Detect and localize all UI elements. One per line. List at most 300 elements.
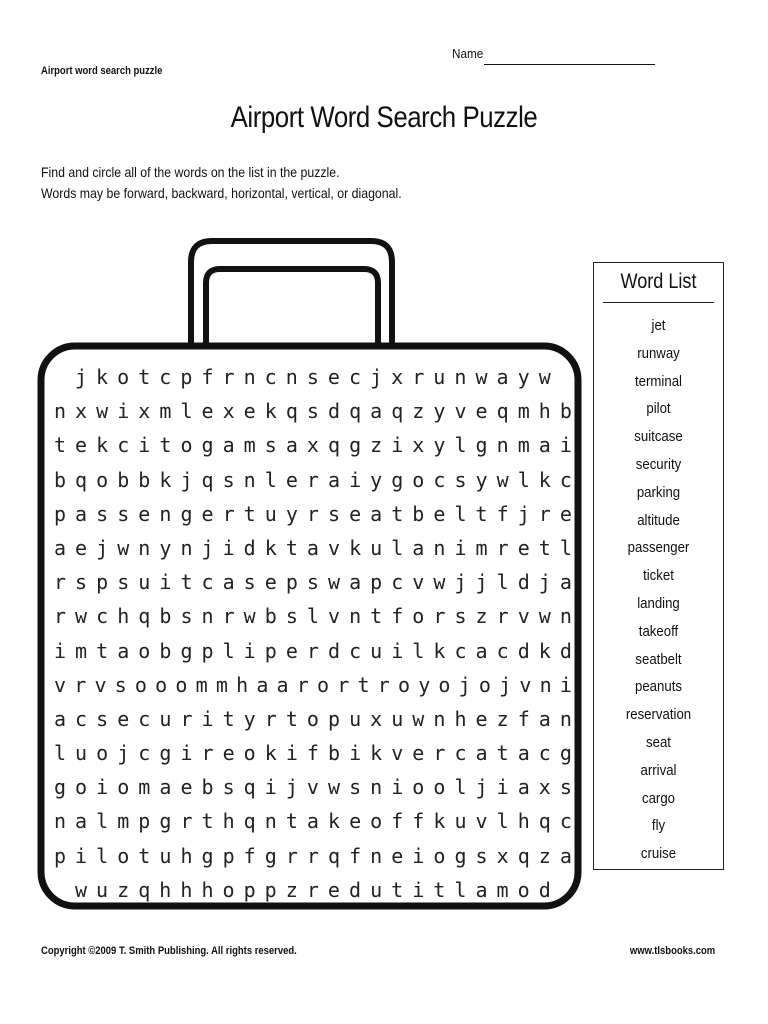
puzzle-letter[interactable]: p: [285, 570, 298, 595]
puzzle-letter[interactable]: r: [433, 604, 446, 629]
puzzle-letter[interactable]: b: [559, 399, 572, 424]
puzzle-letter[interactable]: m: [496, 877, 509, 902]
puzzle-letter[interactable]: a: [370, 501, 383, 526]
puzzle-letter[interactable]: f: [243, 843, 256, 868]
puzzle-letter[interactable]: e: [475, 399, 488, 424]
puzzle-letter[interactable]: t: [201, 809, 214, 834]
puzzle-letter[interactable]: f: [349, 843, 362, 868]
puzzle-letter[interactable]: j: [74, 365, 88, 389]
puzzle-letter[interactable]: s: [117, 570, 130, 595]
puzzle-letter[interactable]: l: [391, 535, 404, 560]
puzzle-letter[interactable]: a: [475, 877, 488, 902]
puzzle-letter[interactable]: e: [327, 877, 340, 902]
puzzle-letter[interactable]: f: [412, 809, 425, 834]
puzzle-letter[interactable]: r: [306, 877, 319, 902]
puzzle-letter[interactable]: o: [180, 433, 193, 458]
puzzle-letter[interactable]: g: [264, 843, 277, 868]
puzzle-letter[interactable]: a: [285, 433, 298, 458]
puzzle-letter[interactable]: s: [285, 604, 298, 629]
puzzle-letter[interactable]: s: [327, 501, 341, 526]
puzzle-letter[interactable]: c: [348, 365, 362, 389]
puzzle-letter[interactable]: e: [117, 706, 130, 731]
puzzle-letter[interactable]: t: [285, 706, 298, 731]
puzzle-letter[interactable]: u: [159, 706, 172, 731]
puzzle-letter[interactable]: o: [222, 877, 235, 902]
puzzle-letter[interactable]: n: [53, 399, 67, 424]
puzzle-letter[interactable]: a: [53, 706, 67, 731]
puzzle-letter[interactable]: a: [475, 638, 488, 663]
puzzle-letter[interactable]: y: [159, 535, 172, 560]
puzzle-letter[interactable]: f: [391, 604, 404, 629]
puzzle-letter[interactable]: t: [159, 433, 172, 458]
puzzle-letter[interactable]: x: [496, 843, 509, 868]
puzzle-letter[interactable]: o: [478, 672, 491, 697]
puzzle-letter[interactable]: p: [370, 570, 383, 595]
puzzle-letter[interactable]: h: [180, 843, 193, 868]
puzzle-letter[interactable]: e: [75, 535, 88, 560]
puzzle-letter[interactable]: z: [412, 399, 425, 424]
puzzle-letter[interactable]: e: [222, 741, 235, 766]
puzzle-letter[interactable]: h: [236, 672, 249, 697]
puzzle-letter[interactable]: w: [327, 775, 341, 800]
puzzle-letter[interactable]: d: [327, 399, 341, 424]
puzzle-letter[interactable]: b: [159, 638, 172, 663]
puzzle-letter[interactable]: x: [306, 433, 319, 458]
puzzle-letter[interactable]: i: [559, 433, 572, 458]
puzzle-letter[interactable]: j: [475, 775, 488, 800]
puzzle-letter[interactable]: k: [264, 399, 277, 424]
puzzle-letter[interactable]: w: [496, 467, 509, 492]
puzzle-letter[interactable]: r: [296, 672, 309, 697]
puzzle-letter[interactable]: w: [75, 604, 88, 629]
puzzle-letter[interactable]: t: [391, 877, 404, 902]
puzzle-letter[interactable]: n: [53, 809, 67, 834]
puzzle-letter[interactable]: p: [96, 570, 109, 595]
puzzle-letter[interactable]: v: [519, 672, 532, 697]
puzzle-letter[interactable]: a: [75, 809, 88, 834]
puzzle-letter[interactable]: g: [559, 741, 572, 766]
puzzle-letter[interactable]: g: [201, 843, 214, 868]
puzzle-letter[interactable]: h: [159, 877, 172, 902]
puzzle-letter[interactable]: q: [138, 877, 151, 902]
puzzle-letter[interactable]: s: [222, 775, 235, 800]
puzzle-letter[interactable]: o: [75, 775, 88, 800]
puzzle-letter[interactable]: y: [517, 365, 530, 389]
puzzle-letter[interactable]: s: [243, 570, 256, 595]
puzzle-letter[interactable]: v: [94, 672, 107, 697]
puzzle-letter[interactable]: c: [159, 365, 172, 389]
puzzle-letter[interactable]: t: [222, 706, 235, 731]
puzzle-letter[interactable]: m: [243, 433, 256, 458]
puzzle-letter[interactable]: r: [306, 467, 319, 492]
puzzle-letter[interactable]: o: [175, 672, 188, 697]
puzzle-letter[interactable]: c: [117, 433, 130, 458]
puzzle-letter[interactable]: h: [201, 877, 214, 902]
puzzle-letter[interactable]: u: [391, 706, 404, 731]
puzzle-letter[interactable]: a: [222, 570, 235, 595]
puzzle-letter[interactable]: d: [327, 638, 341, 663]
puzzle-letter[interactable]: b: [327, 741, 341, 766]
puzzle-letter[interactable]: i: [201, 706, 214, 731]
puzzle-letter[interactable]: s: [222, 467, 235, 492]
puzzle-letter[interactable]: j: [96, 535, 109, 560]
puzzle-letter[interactable]: y: [433, 433, 446, 458]
puzzle-letter[interactable]: e: [264, 570, 277, 595]
puzzle-letter[interactable]: n: [370, 843, 383, 868]
puzzle-letter[interactable]: k: [433, 638, 446, 663]
puzzle-letter[interactable]: o: [397, 672, 410, 697]
puzzle-letter[interactable]: s: [96, 501, 109, 526]
puzzle-letter[interactable]: c: [138, 741, 151, 766]
puzzle-letter[interactable]: p: [138, 809, 151, 834]
puzzle-letter[interactable]: r: [180, 809, 193, 834]
puzzle-letter[interactable]: o: [370, 809, 383, 834]
puzzle-letter[interactable]: h: [222, 809, 235, 834]
puzzle-letter[interactable]: q: [138, 604, 151, 629]
puzzle-letter[interactable]: y: [475, 467, 488, 492]
puzzle-letter[interactable]: t: [370, 604, 383, 629]
puzzle-letter[interactable]: p: [53, 843, 67, 868]
puzzle-letter[interactable]: w: [243, 604, 256, 629]
puzzle-letter[interactable]: r: [264, 706, 277, 731]
puzzle-letter[interactable]: a: [559, 570, 572, 595]
puzzle-letter[interactable]: r: [306, 843, 319, 868]
puzzle-letter[interactable]: q: [517, 843, 530, 868]
puzzle-letter[interactable]: t: [243, 501, 256, 526]
puzzle-letter[interactable]: o: [243, 741, 256, 766]
puzzle-letter[interactable]: a: [327, 467, 341, 492]
puzzle-letter[interactable]: n: [454, 365, 467, 389]
puzzle-letter[interactable]: c: [138, 706, 151, 731]
puzzle-letter[interactable]: k: [433, 809, 446, 834]
puzzle-letter[interactable]: q: [243, 775, 256, 800]
puzzle-letter[interactable]: v: [475, 809, 488, 834]
puzzle-letter[interactable]: k: [264, 535, 277, 560]
puzzle-letter[interactable]: v: [454, 399, 467, 424]
puzzle-letter[interactable]: a: [517, 775, 530, 800]
puzzle-letter[interactable]: r: [306, 501, 319, 526]
puzzle-letter[interactable]: o: [306, 706, 319, 731]
puzzle-letter[interactable]: n: [285, 365, 298, 389]
puzzle-letter[interactable]: g: [349, 433, 362, 458]
puzzle-letter[interactable]: a: [538, 706, 551, 731]
puzzle-letter[interactable]: r: [538, 501, 551, 526]
puzzle-letter[interactable]: v: [306, 775, 319, 800]
puzzle-letter[interactable]: t: [357, 672, 370, 697]
puzzle-letter[interactable]: z: [285, 877, 298, 902]
puzzle-letter[interactable]: j: [458, 672, 471, 697]
puzzle-letter[interactable]: y: [418, 672, 431, 697]
puzzle-letter[interactable]: c: [538, 741, 551, 766]
puzzle-letter[interactable]: e: [285, 638, 298, 663]
puzzle-letter[interactable]: c: [75, 706, 88, 731]
puzzle-letter[interactable]: f: [496, 501, 509, 526]
puzzle-letter[interactable]: a: [75, 501, 88, 526]
puzzle-letter[interactable]: s: [114, 672, 127, 697]
puzzle-letter[interactable]: i: [496, 775, 509, 800]
puzzle-letter[interactable]: u: [138, 570, 151, 595]
puzzle-letter[interactable]: t: [180, 570, 193, 595]
puzzle-letter[interactable]: m: [195, 672, 208, 697]
puzzle-letter[interactable]: a: [53, 535, 67, 560]
puzzle-letter[interactable]: s: [559, 775, 572, 800]
puzzle-letter[interactable]: l: [96, 809, 109, 834]
puzzle-letter[interactable]: e: [180, 775, 193, 800]
puzzle-letter[interactable]: o: [412, 604, 425, 629]
puzzle-letter[interactable]: d: [538, 877, 551, 902]
puzzle-letter[interactable]: t: [285, 535, 298, 560]
puzzle-letter[interactable]: n: [243, 365, 256, 389]
puzzle-letter[interactable]: y: [433, 399, 446, 424]
puzzle-letter[interactable]: b: [412, 501, 425, 526]
puzzle-letter[interactable]: g: [159, 809, 172, 834]
puzzle-letter[interactable]: n: [539, 672, 552, 697]
puzzle-letter[interactable]: x: [391, 365, 404, 389]
puzzle-letter[interactable]: w: [475, 365, 488, 389]
puzzle-letter[interactable]: z: [475, 604, 488, 629]
puzzle-letter[interactable]: s: [96, 706, 109, 731]
puzzle-letter[interactable]: s: [264, 433, 277, 458]
puzzle-letter[interactable]: o: [117, 843, 130, 868]
puzzle-letter[interactable]: o: [155, 672, 168, 697]
puzzle-letter[interactable]: o: [96, 467, 109, 492]
puzzle-letter[interactable]: z: [538, 843, 551, 868]
puzzle-letter[interactable]: d: [559, 638, 572, 663]
puzzle-letter[interactable]: o: [412, 467, 425, 492]
puzzle-letter[interactable]: i: [53, 638, 67, 663]
puzzle-letter[interactable]: p: [243, 877, 256, 902]
puzzle-letter[interactable]: j: [201, 535, 214, 560]
puzzle-letter[interactable]: c: [349, 638, 362, 663]
puzzle-letter[interactable]: l: [180, 399, 193, 424]
puzzle-letter[interactable]: r: [337, 672, 350, 697]
puzzle-letter[interactable]: q: [349, 399, 362, 424]
puzzle-letter[interactable]: p: [264, 877, 277, 902]
puzzle-letter[interactable]: y: [370, 467, 383, 492]
puzzle-letter[interactable]: a: [517, 741, 530, 766]
puzzle-letter[interactable]: p: [180, 365, 193, 389]
puzzle-letter[interactable]: v: [53, 672, 67, 697]
puzzle-letter[interactable]: u: [159, 843, 172, 868]
puzzle-letter[interactable]: p: [264, 638, 277, 663]
puzzle-letter[interactable]: u: [96, 877, 109, 902]
puzzle-letter[interactable]: d: [243, 535, 256, 560]
puzzle-letter[interactable]: l: [454, 433, 467, 458]
puzzle-letter[interactable]: c: [96, 604, 109, 629]
puzzle-letter[interactable]: i: [159, 570, 172, 595]
puzzle-letter[interactable]: a: [117, 638, 130, 663]
puzzle-letter[interactable]: t: [496, 741, 509, 766]
puzzle-letter[interactable]: a: [306, 809, 319, 834]
puzzle-letter[interactable]: c: [559, 467, 572, 492]
puzzle-letter[interactable]: n: [496, 433, 509, 458]
puzzle-letter[interactable]: h: [517, 809, 530, 834]
puzzle-letter[interactable]: g: [180, 501, 193, 526]
puzzle-letter[interactable]: x: [412, 433, 425, 458]
puzzle-letter[interactable]: l: [454, 775, 467, 800]
puzzle-letter[interactable]: m: [475, 535, 488, 560]
puzzle-letter[interactable]: w: [96, 399, 109, 424]
puzzle-letter[interactable]: k: [159, 467, 172, 492]
puzzle-letter[interactable]: i: [391, 433, 404, 458]
puzzle-letter[interactable]: g: [454, 843, 467, 868]
puzzle-letter[interactable]: b: [53, 467, 67, 492]
puzzle-letter[interactable]: a: [475, 741, 488, 766]
puzzle-letter[interactable]: m: [517, 399, 530, 424]
puzzle-letter[interactable]: i: [412, 843, 425, 868]
puzzle-letter[interactable]: i: [96, 775, 109, 800]
puzzle-letter[interactable]: f: [517, 706, 530, 731]
puzzle-letter[interactable]: o: [433, 843, 446, 868]
puzzle-letter[interactable]: l: [412, 638, 425, 663]
puzzle-letter[interactable]: a: [276, 672, 289, 697]
puzzle-letter[interactable]: l: [96, 843, 109, 868]
puzzle-letter[interactable]: i: [180, 741, 193, 766]
puzzle-letter[interactable]: a: [159, 775, 172, 800]
puzzle-letter[interactable]: l: [517, 467, 530, 492]
puzzle-letter[interactable]: x: [370, 706, 383, 731]
puzzle-letter[interactable]: t: [138, 365, 151, 389]
puzzle-letter[interactable]: s: [117, 501, 130, 526]
puzzle-letter[interactable]: m: [517, 433, 530, 458]
puzzle-letter[interactable]: b: [201, 775, 214, 800]
puzzle-letter[interactable]: x: [222, 399, 235, 424]
puzzle-letter[interactable]: k: [264, 741, 277, 766]
puzzle-grid[interactable]: [50, 360, 576, 907]
puzzle-letter[interactable]: a: [538, 433, 551, 458]
puzzle-letter[interactable]: r: [180, 706, 193, 731]
puzzle-letter[interactable]: r: [222, 501, 235, 526]
puzzle-letter[interactable]: s: [454, 604, 467, 629]
puzzle-letter[interactable]: k: [538, 638, 551, 663]
puzzle-letter[interactable]: o: [134, 672, 147, 697]
puzzle-letter[interactable]: d: [517, 570, 530, 595]
puzzle-letter[interactable]: r: [201, 741, 214, 766]
puzzle-letter[interactable]: c: [391, 570, 404, 595]
puzzle-letter[interactable]: i: [391, 775, 404, 800]
puzzle-letter[interactable]: v: [327, 535, 341, 560]
puzzle-letter[interactable]: o: [412, 775, 425, 800]
puzzle-letter[interactable]: i: [391, 638, 404, 663]
puzzle-letter[interactable]: f: [306, 741, 319, 766]
puzzle-letter[interactable]: m: [159, 399, 172, 424]
puzzle-letter[interactable]: u: [454, 809, 467, 834]
puzzle-letter[interactable]: g: [53, 775, 67, 800]
puzzle-letter[interactable]: r: [53, 604, 67, 629]
puzzle-letter[interactable]: t: [53, 433, 67, 458]
puzzle-letter[interactable]: n: [349, 604, 362, 629]
puzzle-letter[interactable]: j: [499, 672, 512, 697]
puzzle-letter[interactable]: r: [306, 638, 319, 663]
puzzle-letter[interactable]: s: [475, 843, 488, 868]
puzzle-letter[interactable]: i: [75, 843, 88, 868]
puzzle-letter[interactable]: s: [306, 570, 319, 595]
puzzle-letter[interactable]: u: [264, 501, 277, 526]
puzzle-letter[interactable]: o: [117, 775, 130, 800]
puzzle-letter[interactable]: r: [412, 365, 425, 389]
puzzle-letter[interactable]: e: [475, 706, 488, 731]
puzzle-letter[interactable]: t: [138, 843, 151, 868]
puzzle-letter[interactable]: w: [538, 604, 551, 629]
puzzle-letter[interactable]: q: [391, 399, 404, 424]
puzzle-letter[interactable]: u: [433, 365, 446, 389]
puzzle-letter[interactable]: i: [138, 433, 151, 458]
puzzle-letter[interactable]: c: [264, 365, 277, 389]
puzzle-letter[interactable]: w: [74, 877, 88, 902]
puzzle-letter[interactable]: q: [75, 467, 88, 492]
puzzle-letter[interactable]: a: [256, 672, 269, 697]
puzzle-letter[interactable]: p: [222, 843, 235, 868]
puzzle-letter[interactable]: t: [433, 877, 446, 902]
puzzle-letter[interactable]: b: [117, 467, 130, 492]
puzzle-letter[interactable]: m: [138, 775, 151, 800]
puzzle-letter[interactable]: j: [117, 741, 130, 766]
puzzle-letter[interactable]: e: [349, 501, 362, 526]
puzzle-letter[interactable]: s: [75, 570, 88, 595]
puzzle-letter[interactable]: h: [538, 399, 551, 424]
puzzle-letter[interactable]: j: [285, 775, 298, 800]
puzzle-letter[interactable]: c: [201, 570, 214, 595]
puzzle-letter[interactable]: j: [538, 570, 551, 595]
puzzle-letter[interactable]: q: [285, 399, 298, 424]
puzzle-letter[interactable]: n: [433, 535, 446, 560]
puzzle-letter[interactable]: d: [348, 877, 362, 902]
puzzle-letter[interactable]: p: [53, 501, 67, 526]
puzzle-letter[interactable]: w: [412, 706, 425, 731]
puzzle-letter[interactable]: e: [559, 501, 572, 526]
puzzle-letter[interactable]: n: [559, 604, 572, 629]
puzzle-letter[interactable]: j: [517, 501, 530, 526]
puzzle-letter[interactable]: b: [159, 604, 172, 629]
puzzle-letter[interactable]: o: [433, 775, 446, 800]
puzzle-letter[interactable]: l: [496, 570, 509, 595]
puzzle-letter[interactable]: a: [496, 365, 509, 389]
puzzle-letter[interactable]: n: [370, 775, 383, 800]
puzzle-letter[interactable]: i: [117, 399, 130, 424]
puzzle-letter[interactable]: e: [285, 467, 298, 492]
puzzle-letter[interactable]: m: [215, 672, 228, 697]
puzzle-letter[interactable]: l: [496, 809, 509, 834]
puzzle-letter[interactable]: x: [75, 399, 88, 424]
puzzle-letter[interactable]: h: [117, 604, 130, 629]
puzzle-letter[interactable]: w: [433, 570, 446, 595]
puzzle-letter[interactable]: q: [327, 433, 341, 458]
puzzle-letter[interactable]: l: [222, 638, 235, 663]
puzzle-letter[interactable]: f: [201, 365, 214, 389]
puzzle-letter[interactable]: n: [264, 809, 277, 834]
puzzle-letter[interactable]: r: [53, 570, 67, 595]
puzzle-letter[interactable]: a: [412, 535, 425, 560]
puzzle-letter[interactable]: m: [117, 809, 130, 834]
puzzle-letter[interactable]: a: [559, 843, 572, 868]
puzzle-letter[interactable]: u: [75, 741, 88, 766]
puzzle-letter[interactable]: o: [317, 672, 330, 697]
puzzle-letter[interactable]: v: [412, 570, 425, 595]
puzzle-letter[interactable]: n: [243, 467, 256, 492]
puzzle-letter[interactable]: e: [75, 433, 88, 458]
puzzle-letter[interactable]: q: [327, 843, 341, 868]
puzzle-letter[interactable]: i: [454, 535, 467, 560]
puzzle-letter[interactable]: s: [306, 399, 319, 424]
puzzle-letter[interactable]: r: [377, 672, 390, 697]
puzzle-letter[interactable]: l: [306, 604, 319, 629]
puzzle-letter[interactable]: u: [370, 535, 383, 560]
puzzle-letter[interactable]: t: [391, 501, 404, 526]
puzzle-letter[interactable]: g: [180, 638, 193, 663]
puzzle-letter[interactable]: j: [454, 570, 467, 595]
puzzle-letter[interactable]: r: [496, 604, 509, 629]
puzzle-letter[interactable]: c: [496, 638, 509, 663]
